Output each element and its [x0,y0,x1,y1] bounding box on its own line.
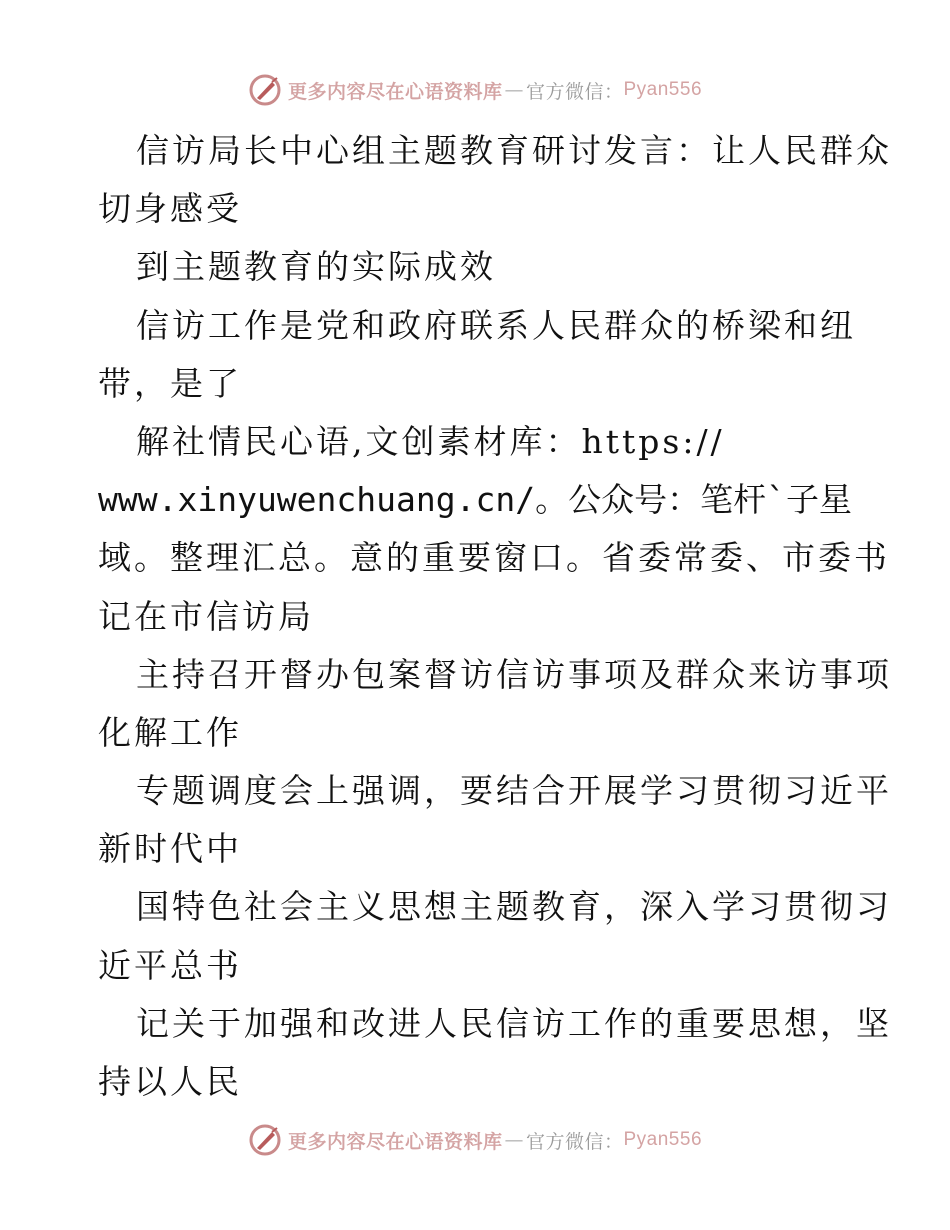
document-body [98,122,892,1111]
banner-dash: — [504,79,524,101]
text-line: 信访工作是党和政府联系人民群众的桥梁和纽 [136,305,856,345]
text-line: 带，是了 [98,363,242,403]
banner-main-text: 更多内容尽在心语资料库 [287,1130,503,1153]
text-line: 切身感受 [98,189,242,229]
text-line: 持以人民 [98,1062,242,1101]
text-line: 国特色社会主义思想主题教育，深入学习贯彻习 [136,887,892,927]
quill-logo-icon [248,1123,282,1157]
banner-dash: — [504,1129,524,1151]
text-line: 专题调度会上强调，要结合开展学习贯彻习近平 [136,771,892,811]
text-line: www.xinyuwenchuang.cn/。公众号：笔杆`子星 [98,480,852,520]
banner-text [288,1127,702,1154]
text-line: 主持召开督办包案督访信访事项及群众来访事项 [136,654,892,694]
text-line: 域。整理汇总。意的重要窗口。省委常委、市委书 [98,538,890,578]
text-line: 新时代中 [98,829,242,869]
text-line: 记关于加强和改进人民信访工作的重要思想，坚 [136,1003,892,1043]
banner-text [288,77,702,104]
banner-wechat-handle: Pyan556 [623,79,703,100]
text-line: 到主题教育的实际成效 [136,247,496,287]
text-line: 信访局长中心组主题教育研讨发言：让人民群众 [136,131,892,170]
header-banner [0,70,950,110]
footer-banner [0,1120,950,1160]
text-line: 近平总书 [98,945,242,985]
text-line: 解社情民心语,文创素材库：https:// [136,421,725,461]
banner-wechat-label: 官方微信： [525,80,624,103]
text-line: 记在市信访局 [98,596,314,636]
banner-wechat-handle: Pyan556 [623,1129,703,1150]
quill-logo-icon [248,73,282,107]
banner-main-text: 更多内容尽在心语资料库 [287,80,503,103]
banner-wechat-label: 官方微信： [525,1130,624,1153]
text-line: 化解工作 [98,712,242,752]
